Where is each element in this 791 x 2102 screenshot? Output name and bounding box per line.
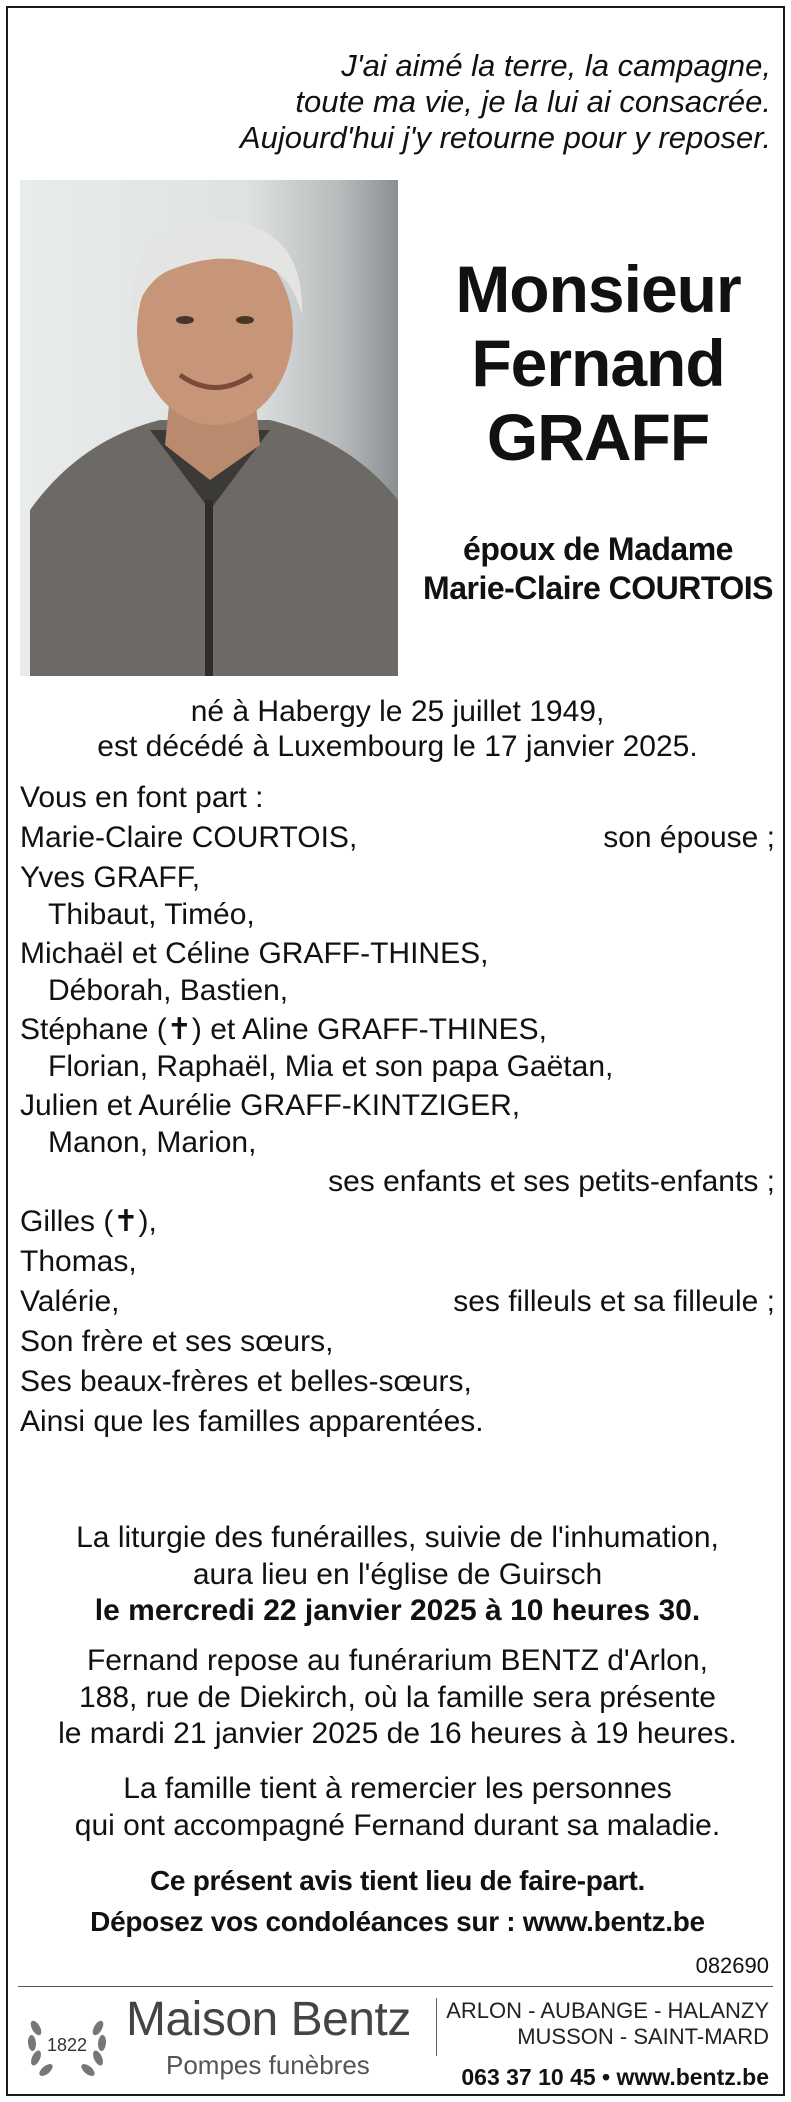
family-member: Ainsi que les familles apparentées. — [20, 1405, 484, 1438]
family-row — [20, 1402, 775, 1442]
family-member: Florian, Raphaël, Mia et son papa Gaëtan, — [48, 1050, 614, 1083]
locations-line: ARLON - AUBANGE - HALANZY — [446, 1998, 769, 2023]
family-row — [20, 818, 775, 858]
deceased-name — [408, 253, 788, 475]
spouse-info — [408, 530, 788, 608]
family-relation: son épouse ; — [603, 821, 775, 854]
family-member: Michaël et Céline GRAFF-THINES, — [20, 937, 489, 970]
thanks-message — [8, 1771, 787, 1844]
death-line: est décédé à Luxembourg le 17 janvier 2025. — [97, 730, 698, 764]
brand-subtitle: Pompes funèbres — [166, 2050, 370, 2080]
funeral-date: le mercredi 22 janvier 2025 à 10 heures 30. — [94, 1594, 701, 1628]
family-row — [20, 1126, 775, 1162]
family-row — [20, 974, 775, 1010]
poem-line: toute ma vie, je la lui ai consacrée. — [295, 83, 771, 119]
family-row — [20, 1086, 775, 1126]
deceased-first-name: Fernand — [471, 325, 725, 400]
family-member: Marie-Claire COURTOIS, — [20, 821, 358, 854]
family-row — [20, 858, 775, 898]
locations — [429, 1998, 769, 2051]
viewing-info — [8, 1643, 787, 1753]
poem — [151, 48, 771, 156]
family-row — [20, 1322, 775, 1362]
family-member: Thomas, — [20, 1245, 137, 1278]
family-row — [20, 1362, 775, 1402]
brand — [126, 1993, 426, 2081]
portrait-photo — [20, 180, 398, 676]
viewing-line: 188, rue de Diekirch, où la famille sera présente — [78, 1680, 716, 1714]
family-member: Stéphane (✝) et Aline GRAFF-THINES, — [20, 1013, 547, 1046]
footer-divider — [18, 1986, 773, 1987]
family-member: Déborah, Bastien, — [48, 974, 289, 1007]
family-row — [20, 1010, 775, 1050]
viewing-date: le mardi 21 janvier 2025 de 16 heures à 19 heures. — [58, 1717, 737, 1751]
family-relation: ses enfants et ses petits-enfants ; — [328, 1165, 775, 1198]
family-member: Yves GRAFF, — [20, 861, 201, 894]
funeral-line: aura lieu en l'église de Guirsch — [192, 1557, 603, 1591]
notice-line: Ce présent avis tient lieu de faire-part. — [150, 1865, 645, 1896]
thanks-line: La famille tient à remercier les personnes — [123, 1772, 672, 1805]
laurel-wreath-logo — [22, 1998, 112, 2088]
family-member: Ses beaux-frères et belles-sœurs, — [20, 1365, 472, 1398]
family-row — [20, 1242, 775, 1282]
family-row — [20, 1162, 775, 1202]
poem-line: Aujourd'hui j'y retourne pour y reposer. — [239, 119, 771, 155]
condolences-line: Déposez vos condoléances sur : www.bentz.be — [90, 1905, 705, 1937]
family-row — [20, 898, 775, 934]
spouse-line: époux de Madame — [463, 531, 733, 567]
brand-name: Maison Bentz — [126, 1993, 411, 2046]
funeral-info — [8, 1520, 787, 1630]
family-member: Gilles (✝), — [20, 1205, 157, 1238]
contact-info[interactable]: 063 37 10 45 • www.bentz.be — [461, 2064, 769, 2090]
family-row — [20, 778, 775, 818]
family-row — [20, 1282, 775, 1322]
portrait-illustration — [20, 180, 398, 676]
birth-line: né à Habergy le 25 juillet 1949, — [190, 695, 605, 728]
funeral-line: La liturgie des funérailles, suivie de l'inhumation, — [76, 1521, 719, 1554]
thanks-line: qui ont accompagné Fernand durant sa maladie. — [74, 1808, 721, 1842]
locations-line: MUSSON - SAINT-MARD — [517, 2024, 769, 2050]
family-list — [20, 778, 775, 1442]
family-row — [20, 1202, 775, 1242]
birth-death-info — [8, 694, 787, 764]
family-relation: ses filleuls et sa filleule ; — [453, 1285, 775, 1318]
family-member: Julien et Aurélie GRAFF-KINTZIGER, — [20, 1089, 521, 1122]
family-row — [20, 934, 775, 974]
family-member: Vous en font part : — [20, 781, 264, 814]
family-member: Manon, Marion, — [48, 1126, 257, 1159]
spouse-name: Marie-Claire COURTOIS — [423, 570, 773, 607]
deceased-last-name: GRAFF — [486, 399, 710, 474]
reference-number: 082690 — [695, 1953, 769, 1978]
poem-line: J'ai aimé la terre, la campagne, — [341, 48, 771, 83]
family-row — [20, 1050, 775, 1086]
founding-year: 1822 — [46, 2035, 88, 2055]
deceased-title: Monsieur — [455, 252, 741, 326]
family-member: Son frère et ses sœurs, — [20, 1325, 334, 1358]
family-member: Valérie, — [20, 1285, 120, 1318]
notice — [8, 1861, 787, 1942]
family-member: Thibaut, Timéo, — [48, 898, 255, 931]
viewing-line: Fernand repose au funérarium BENTZ d'Arlon, — [86, 1644, 709, 1677]
obituary-notice — [6, 6, 785, 2096]
